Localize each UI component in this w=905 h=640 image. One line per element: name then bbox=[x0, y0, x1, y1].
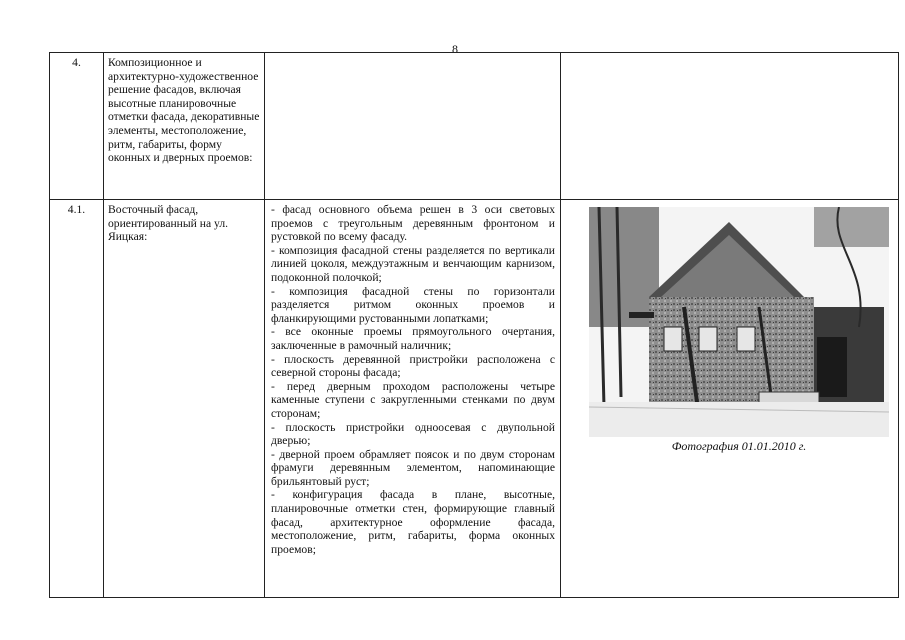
row-label: Композиционное и архитектурно-художественное решение фасадов, включая высотные планировочные отметки фасада, декоративные элементы, местоположение, ритм, габариты, форму оконных и дверных проемов: bbox=[104, 53, 265, 200]
page-number: 8 bbox=[452, 42, 458, 56]
facade-table bbox=[49, 52, 899, 598]
row-label: Восточный фасад, ориентированный на ул. Яицкая: bbox=[104, 200, 265, 598]
row-description bbox=[265, 53, 561, 200]
row-number: 4.1. bbox=[50, 200, 104, 598]
description-item: - плоскость деревянной пристройки расположена с северной стороны фасада; bbox=[271, 352, 555, 380]
description-item: - композиция фасадной стены разделяется по вертикали линией цоколя, междуэтажным и венчающим карнизом, подоконной полочкой; bbox=[271, 243, 555, 284]
description-item: - все оконные проемы прямоугольного очертания, заключенные в рамочный наличник; bbox=[271, 325, 555, 352]
row-photo-cell bbox=[561, 200, 899, 598]
row-number: 4. bbox=[50, 53, 104, 200]
description-item: - фасад основного объема решен в 3 оси световых проемов с треугольным деревянным фронтоном и рустовкой по всему фасаду. bbox=[271, 203, 555, 244]
house-photo bbox=[589, 207, 889, 437]
row-description bbox=[265, 200, 561, 598]
description-item: - перед дверным проходом расположены четыре каменные ступени с закругленными стенками по двум сторонам; bbox=[271, 379, 555, 420]
table-row bbox=[50, 53, 899, 200]
description-item: - композиция фасадной стены по горизонтали разделяется ритмом оконных проемов и фланкирующими рустованными лопатками; bbox=[271, 284, 555, 325]
photo-caption: Фотография 01.01.2010 г. bbox=[671, 439, 807, 453]
table-row bbox=[50, 200, 899, 598]
description-item: - дверной проем обрамляет поясок и по двум сторонам фрамуги деревянным элементом, напоминающие брильянтовый руст; bbox=[271, 447, 555, 488]
description-item: - конфигурация фасада в плане, высотные, планировочные отметки стен, формирующие главный фасад, архитектурное оформление фасада, местоположение, ритм, габариты, форма оконных проемов; bbox=[271, 488, 555, 556]
description-item: - плоскость пристройки одноосевая с двупольной дверью; bbox=[271, 420, 555, 448]
row-photo-cell bbox=[561, 53, 899, 200]
